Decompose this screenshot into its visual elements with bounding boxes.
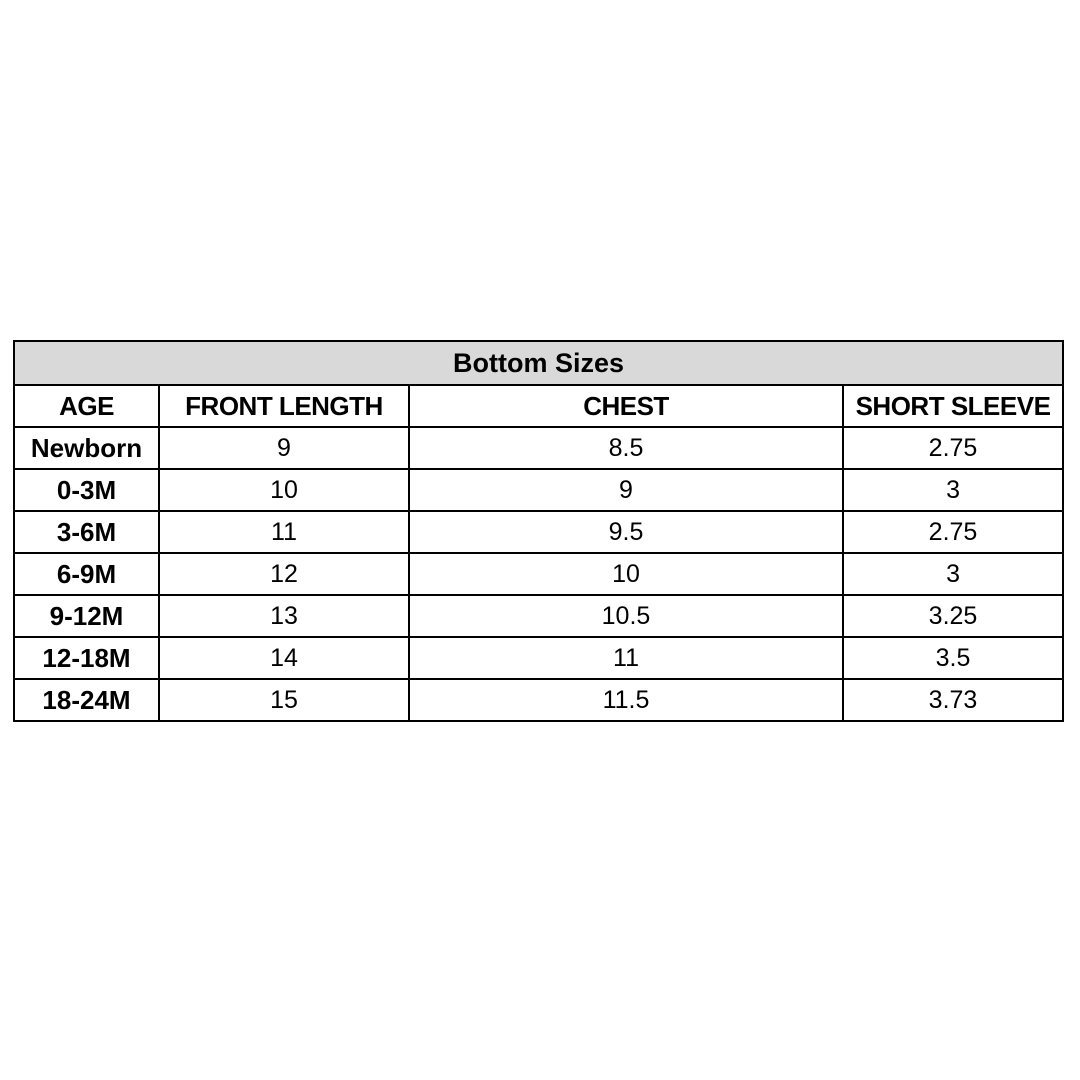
table-row xyxy=(14,553,1063,595)
short-sleeve-cell: 2.75 xyxy=(843,511,1063,553)
chest-cell: 11.5 xyxy=(409,679,843,721)
age-cell: 0-3M xyxy=(14,469,159,511)
short-sleeve-cell: 3.5 xyxy=(843,637,1063,679)
size-chart-table xyxy=(13,340,1064,722)
chest-cell: 10 xyxy=(409,553,843,595)
age-cell: 9-12M xyxy=(14,595,159,637)
header-row xyxy=(14,385,1063,427)
chest-cell: 10.5 xyxy=(409,595,843,637)
table-row xyxy=(14,595,1063,637)
front-length-cell: 14 xyxy=(159,637,409,679)
short-sleeve-cell: 3 xyxy=(843,553,1063,595)
header-short-sleeve: SHORT SLEEVE xyxy=(843,385,1063,427)
short-sleeve-cell: 3 xyxy=(843,469,1063,511)
front-length-cell: 15 xyxy=(159,679,409,721)
age-cell: 18-24M xyxy=(14,679,159,721)
front-length-cell: 9 xyxy=(159,427,409,469)
chest-cell: 8.5 xyxy=(409,427,843,469)
header-chest: CHEST xyxy=(409,385,843,427)
table-row xyxy=(14,427,1063,469)
age-cell: 6-9M xyxy=(14,553,159,595)
front-length-cell: 12 xyxy=(159,553,409,595)
front-length-cell: 11 xyxy=(159,511,409,553)
chest-cell: 11 xyxy=(409,637,843,679)
short-sleeve-cell: 3.25 xyxy=(843,595,1063,637)
title-row xyxy=(14,341,1063,385)
table-row xyxy=(14,637,1063,679)
header-front-length: FRONT LENGTH xyxy=(159,385,409,427)
age-cell: Newborn xyxy=(14,427,159,469)
front-length-cell: 10 xyxy=(159,469,409,511)
table-row xyxy=(14,679,1063,721)
front-length-cell: 13 xyxy=(159,595,409,637)
table-row xyxy=(14,469,1063,511)
short-sleeve-cell: 3.73 xyxy=(843,679,1063,721)
header-age: AGE xyxy=(14,385,159,427)
age-cell: 12-18M xyxy=(14,637,159,679)
table-title: Bottom Sizes xyxy=(14,341,1063,385)
chest-cell: 9.5 xyxy=(409,511,843,553)
short-sleeve-cell: 2.75 xyxy=(843,427,1063,469)
age-cell: 3-6M xyxy=(14,511,159,553)
table-row xyxy=(14,511,1063,553)
chest-cell: 9 xyxy=(409,469,843,511)
